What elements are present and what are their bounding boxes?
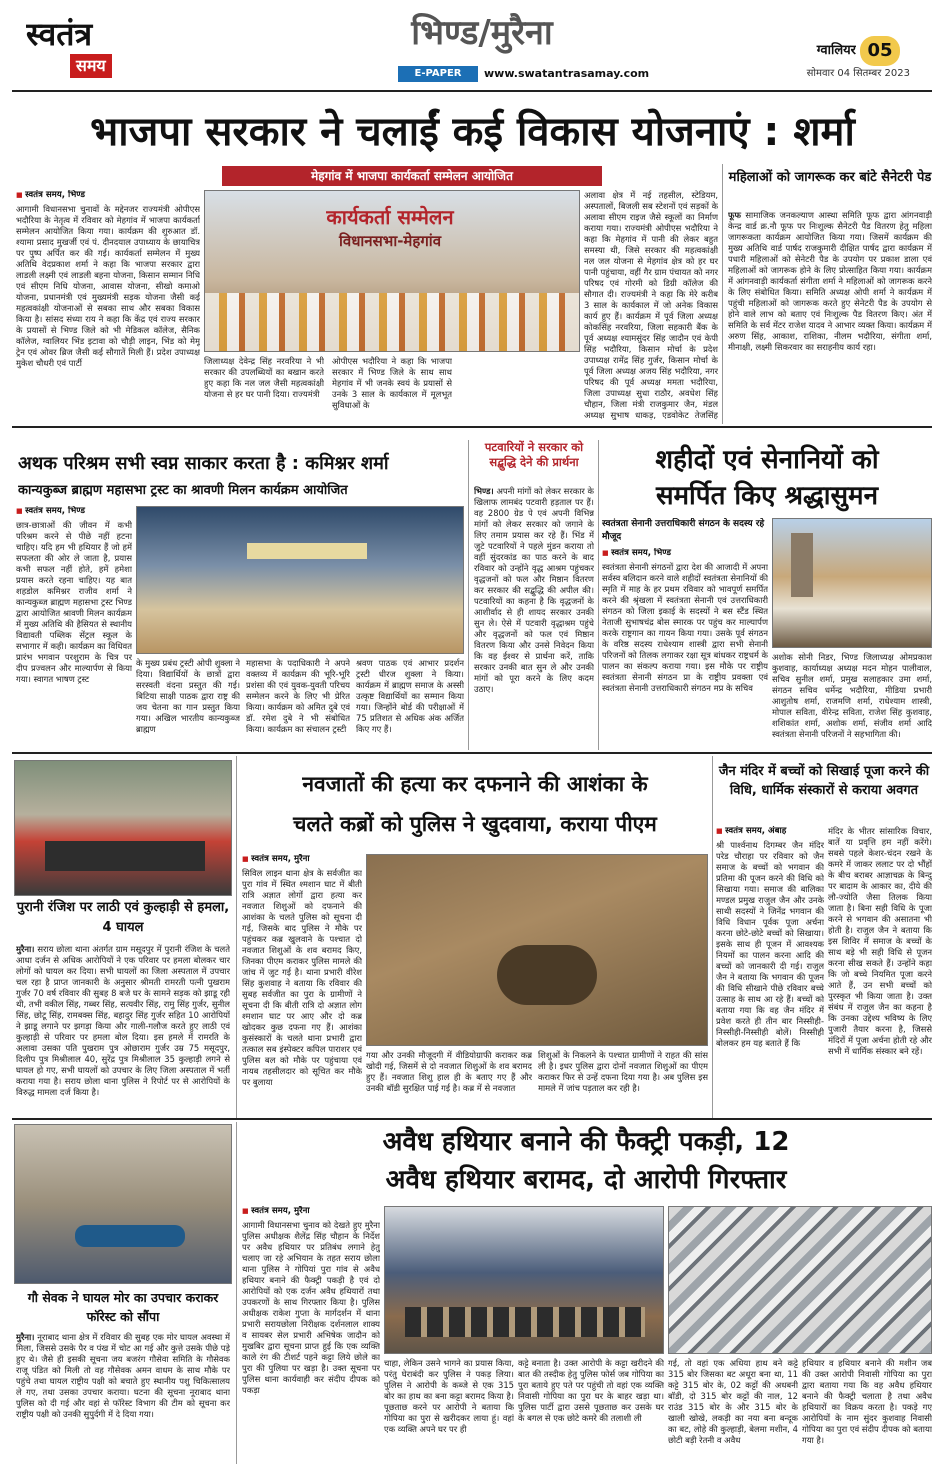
story4-headline: पटवारियों ने सरकार को सद्बुद्धि देने की प्रार्थना	[484, 440, 584, 469]
story3-photo	[136, 506, 464, 654]
logo	[26, 16, 120, 80]
story10-headline-line1: अवैध हथियार बनाने की फैक्ट्री पकड़ी, 12	[382, 1127, 790, 1157]
section-rule-1	[12, 426, 932, 428]
story2-dateline: फूफ	[728, 210, 741, 220]
edition-title: भिण्ड/मुरैना	[411, 13, 553, 53]
story6-headline: पुरानी रंजिश पर लाठी एवं कुल्हाड़ी से हमला, 4 घायल	[16, 900, 230, 935]
story2-body	[728, 210, 932, 422]
story9-headline: गौ सेवक ने घायल मोर का उपचार कराकर फॉरेस्ट को सौंपा	[27, 1290, 219, 1324]
story3-col4: श्रवण पाठक एवं आभार प्रदर्शन ट्रस्टी धीरज शुक्ला ने किया। कार्यक्रम में ब्राह्मण समाज के अस्सी उत्कृष्ट विद्यार्थियों का सम्मान किया गया। जिन्होंने बोर्ड की परीक्षाओं में 75 प्रतिशत से अधिक अंक अर्जित किए गए हैं।	[356, 658, 464, 734]
seized-weapons-table	[405, 1307, 645, 1337]
story7-headline-line2: चलते कब्रों को पुलिस ने खुदवाया, कराया पीएम	[293, 812, 657, 836]
page-number: 05	[860, 36, 900, 66]
divider-story1	[722, 164, 723, 424]
story7-headline-line1: नवजातों की हत्या कर दफनाने की आशंका के	[302, 772, 648, 796]
peacock-shape	[75, 1225, 185, 1247]
story8-col2: मंदिर के भीतर सांसारिक विचार, बातें या प्रवृत्ति हम नहीं करेंगे। सबसे पहले केशर-चंदन रखने के कमरे में जाकर ललाट पर दो भौंहों के बीच बराबर आज्ञाचक्र के बिन्दु पर बादाम के आकार का, दीये की लौ-ज्योति जैसा तिलक किया जाता है। बिना सही विधि के पूजा करने से भगवान की असातना भी होती है। राजुल जैन ने बताया कि इस शिविर में समाज के बच्चों के साथ बड़े भी सही विधि से पूजन करना सीख सकते हैं। उन्होंने कहा कि जो बच्चे नियमित पूजा करने आते हैं, उन सभी बच्चों को पुरस्कृत भी किया जाता है। उक्त संबंध में राजुल जैन का कहना है कि उनका उद्देश्य भविष्य के लिए पुजारी तैयार करना है, जिससे मंदिरों में पूजा अर्चना होती रहे और सभी में धार्मिक संस्कार बने रहें।	[828, 826, 932, 1056]
story7-photo	[366, 854, 708, 1046]
story2-text: सामाजिक जनकल्याण आस्था समिति फूफ द्वारा आंगनवाड़ी केन्द्र वार्ड क्र.नौ फूफ पर निःशुल्क सैनेटरी पैड वितरण हेतु महिला जागरूकता कार्यक्रम आयोजित किया गया। जिसमें कार्यक्रम की मुख्य अतिथि वार्ड पार्षद राजकुमारी दीक्षित पार्षद द्वारा कार्यक्रम में पधारी महिलाओं को सेनेटरी पैड के उपयोग पर प्रकाश डाला एवं महिलाओं को जागरूक होने के लिए प्रोत्साहित किया गया। कार्यक्रम में आंगनवाड़ी कार्यकर्ता संगीता शर्मा ने महिलाओं को जागरूक करने के लिए संबोधित किया। समिति अध्यक्ष ओपी शर्मा ने कार्यक्रम में पहुंची महिलाओं को जागरूक करते हुए सेनेटरी पैड के उपयोग से होने वाले लाभ को बताए एवं निःशुल्क पैड वितरण किए। अंत में समिति के सर्व मेंटर राजेश यादव ने आभार व्यक्त किया। कार्यक्रम में अरुण सिंह, आकाश, राशिका, नीलम भदौरिया, संगीता शर्मा, मीनाक्षी, लक्ष्मी सिकरवार का सराहनीय कार्य रहा।	[728, 210, 932, 352]
story1-kicker: मेहगांव में भाजपा कार्यकर्ता सम्मेलन आयोजित	[222, 166, 602, 186]
story9-body	[16, 1332, 230, 1462]
story6-photo	[14, 760, 232, 896]
story7-col1	[242, 854, 362, 1116]
story4-dateline: भिण्ड।	[474, 486, 494, 496]
logo-line1: स्वतंत्र	[26, 16, 93, 53]
story7-byline: ■ स्वतंत्र समय, मुरैना	[242, 854, 362, 865]
city-label: ग्वालियर	[816, 43, 856, 58]
story2-headline: महिलाओं को जागरूक कर बांटे सैनेटरी पेड	[728, 170, 932, 185]
story7-col3: शिशुओं के निकलने के पश्चात ग्रामीणों ने राहत की सांस ली है। इधर पुलिस द्वारा दोनों नवजात शिशुओं का पीएम कराकर फिर से उन्हें दफना दिया गया है। अब पुलिस इस मामले में जांच पड़ताल कर रही है।	[538, 1050, 708, 1093]
story4-text: अपनी मांगों को लेकर सरकार के खिलाफ लामबंद पटवारी हड़ताल पर हैं। वह 2800 ग्रेड पे एवं अपनी विभिन्न मांगों को लेकर सरकार को जगाने के लिए तमाम प्रयास कर रहे हैं। भिंड में जुटे पटवारियों ने पहले मुंडन कराया तो वहीं सुंदरकांड का पाठ करने के बाद रविवार को उन्होंने वृद्ध आश्रम पहुंचकर वृद्धजनों को फल और मिष्ठान वितरण कर सरकार की सद्बुद्धि की अपील की। पटवारियों का कहना है कि वृद्धजनों के आशीर्वाद से ही शायद सरकार उनकी सुन ले। ऐसे में पटवारी वृद्धाश्रम पहुंचे और वृद्धजनों को फल एवं मिष्ठान वितरण किया और उनसे निवेदन किया कि वह ईश्वर से प्रार्थना करें, ताकि सरकार उनकी बात सुन ले और उनकी मांगों को पूरा करने के लिए कदम उठाए।	[474, 486, 594, 694]
stage-people-row	[205, 293, 579, 351]
story3-subhead: कान्यकुब्ज ब्राह्मण महासभा ट्रस्ट का श्रावणी मिलन कार्यक्रम आयोजित	[18, 483, 348, 498]
story5-headline-line2: समर्पित किए श्रद्धासुमन	[655, 481, 879, 511]
story5-text: स्वतंत्रता सेनानी संगठनों द्वारा देश की आजादी में अपना सर्वस्व बलिदान करने वाले शहीदों स्वतंत्रता सेनानियों की स्मृति में माह के हर प्रथम रविवार को भावपूर्ण समर्पित करने की श्रृंखला में स्वतंत्रता सेनानी एवं उत्तराधिकारी संगठन को जिला इकाई के सदस्यों ने बस स्टैंड स्थित नेताजी सुभाषचंद्र बोस स्मारक पर पहुंच कर माल्यार्पण करके राष्ट्रगान का गायन किया गया। उसके पूर्व संगठन के वरिष्ठ सदस्य राधेश्याम शास्त्री द्वारा सभी सेनानी परिजनों को तिलक लगाकर रक्षा सूत्र बांधकर राष्ट्रधर्म के पालन का संकल्प कराया गया। इस मौके पर राष्ट्रीय स्वतंत्रता सेनानी संगठन प्रा के राष्ट्रीय प्रवक्ता एवं स्वतंत्रता सेनानी उत्तराधिकारी संगठन मप्र के सचिव	[602, 562, 768, 693]
story9-text: नूराबाद थाना क्षेत्र में रविवार की सुबह एक मोर घायल अवस्था में मिला, जिससे उसके पैर व पंख में चोट आ गई और कुत्ते उसके पीछे पड़े हुए थे। जैसे ही इसकी सूचना जय बजरंग गौसेवा समिति के गौसेवक राजू पंडित को मिली तो वह गौसेवक अमन वाधम के साथ मौके पर पहुंचे तथा घायल राष्ट्रीय पक्षी को बचाते हुए स्थानीय पशु चिकित्सालय ले गए, तथा उसका उपचार कराया। घटना की सूचना नूराबाद थाना पुलिस को दी गई और वहां से फॉरेस्ट विभाग की टीम को सूचना कर राष्ट्रीय पक्षी को उनकी सुपुर्दगी में दे दिया गया।	[16, 1332, 230, 1419]
story8-headline: जैन मंदिर में बच्चों को सिखाई पूजा करने की विधि, धार्मिक संस्कारों से कराया अवगत	[718, 764, 930, 798]
story10-col5: हथियार व हथियार बनाने की मशीन जब की उक्त आरोपी निवासी गोपिया का पुरा द्वारा बताया गया कि वह अवैध हथियार बनाने की फैक्ट्री चलाता है तथा अवैध हथियारों का विक्रय करता है। पकड़े गए आरोपियों के नाम सुंदर कुशवाह निवासी गोपिया का पुरा एवं संदीप दीपक को बताया गया है।	[802, 1358, 932, 1445]
section-rule-2	[12, 752, 932, 754]
story1-photo	[204, 190, 580, 352]
story1-col4: अलावा क्षेत्र में नई तहसील, स्टेडियम, अस्पतालों, बिजली सब स्टेशनों एवं सड़कों के अलावा सीएम राइज जैसे स्कूलों का निर्माण कराया गया। राज्यमंत्री ओपीएस भदौरिया ने कहा कि मेहगांव में पानी की लेकर बहुत समस्या थी, जिसे सरकार की महत्वकांक्षी नल जल योजना से मेहगांव क्षेत्र को हर घर पानी पहुंचाया, वहीं गैर ग्राम पंचायत को नगर परिषद एवं गोरमी को डिग्री कॉलेज की सौगात दी। राज्यमंत्री ने कहा कि मेरे करीब 3 साल के कार्यकाल में जो अनेक विकास कार्य हुए हैं। कार्यक्रम में पूर्व जिला अध्यक्ष कोकसिंह नरवरिया, जिला सहकारी बैंक के पूर्व अध्यक्ष श्यामसुंदर सिंह जादौन एवं केपी सिंह भदौरिया, किसान मोर्चा के प्रदेश उपाध्यक्ष रामेंद्र सिंह गुर्जर, किसान मोर्चा के पूर्व जिला अध्यक्ष अजय सिंह भदौरिया, नगर परिषद की पूर्व अध्यक्ष ममता भदौरिया, जिला उपाध्यक्ष सुधा राठौर, अवधेश सिंह चौहान, जिला मंत्री राजकुमार जैन, मंडल अध्यक्ष सुभाष धाकड़, एडवोकेट तेजसिंह	[584, 190, 718, 420]
story10-col1-text: आगामी विधानसभा चुनाव को देखते हुए मुरैना पुलिस अधीक्षक शैलेंद्र सिंह चौहान के निर्देश पर अवैध हथियार पर प्रतिबंध लगाने हेतु चलाए जा रहे अभियान के तहत सराय छोला थाना पुलिस ने गोपियां पुरा गांव से अवैध हथियार बनाने की फैक्ट्री पकड़ी है एवं दो आरोपियों को एक दर्जन अवैध हथियारों तथा उपकरणों के साथ गिरफ्तार किया है। पुलिस अधीक्षक राकेश गुप्ता के मार्गदर्शन में थाना प्रभारी सरायछोला निरीक्षक दर्शनलाल शाक्य व सायबर सेल प्रभारी अभिषेक जादौन को मुखबिर द्वारा सूचना प्राप्त हुई कि एक व्यक्ति काले रंग की टीशर्ट पहने कट्टा लिये छोले का पुरा की पुलिया पर खड़ा है। उक्त सूचना पर पुलिस थाना कार्यवाही कर संदीप दीपक को पकड़ा	[242, 1220, 380, 1395]
story10-byline: ■ स्वतंत्र समय, मुरैना	[242, 1206, 380, 1217]
story7-col1-text: सिविल लाइन थाना क्षेत्र के सर्वजीत का पुरा गांव में स्थित श्मशान घाट में बीती रात्रि अज्ञात लोगों द्वारा हत्या कर नवजात शिशुओं को दफनाने की आशंका के चलते पुलिस को सूचना दी गई, जिसके बाद पुलिस ने मौके पर पहुंचकर कब्र खुलवाने के पश्चात दो नवजात शिशुओं के शव बरामद किए, जिनका पीएम कराकर पुलिस मामले की जांच में जुट गई है। थाना प्रभारी वीरेश सिंह कुशवाह ने बताया कि रविवार की सुबह सर्वजीत का पुरा के ग्रामीणों ने सूचना दी कि बीती रात्रि दो अज्ञात लोग श्मशान घाट पर आए और दो कब्र खोदकर कुछ दफना गए हैं। आशंका कुसंस्कारों के चलते थाना प्रभारी द्वारा तत्काल सब इंस्पेक्टर कपिल पाराशर एवं पुलिस बल को मौके पर पहुंचाया एवं नायब तहसीलदार को सूचित कर मौके पर बुलाया	[242, 868, 362, 1087]
story8-col1	[716, 826, 824, 1116]
logo-line2: समय	[70, 54, 112, 78]
story6-body	[16, 944, 230, 1114]
story1-col2: जिलाध्यक्ष देवेन्द्र सिंह नरवरिया ने भी सरकार की उपलब्धियों का बखान करते हुए कहा कि नल जल जैसी महत्वकांक्षी योजना से हर घर पानी दिया। राज्यमंत्री	[204, 356, 324, 399]
divider-story3	[468, 440, 469, 750]
story6-text: सराय छोला थाना अंतर्गत ग्राम मसूदपुर में पुरानी रंजिश के चलते आधा दर्जन से अधिक आरोपियों ने एक परिवार पर हमला बोलकर चार लोगों को घायल कर दिया। सभी घायलों का जिला अस्पताल में उपचार चल रहा है प्राप्त जानकारी के अनुसार श्रीमती रामरती पत्नी पुखराम गुर्जर 70 वर्ष रविवार की सुबह 8 बजे घर के सामने सड़क को झाडू रही थी, तभी वकील सिंह, गब्बर सिंह, सत्यवीर सिंह, रामु सिंह गुर्जर, सुनील सिंह, छोटू सिंह, रामबक्स सिंह, बहादुर सिंह गुर्जर सहित 10 आरोपियों ने झाडू लगाने पर झगड़ा किया और गाली-गलौज करते हुए लाठी एवं कुल्हाड़ी से परिवार पर हमला बोल दिया। इस हमले में रामरति के अलावा उसका पति पुखराम पुत्र ओछाराम गुर्जर उम्र 75 मसूदपुर, दिलीप पुत्र मिश्रीलाल 40, सुरेंद्र पुत्र मिश्रीलाल 35 कुल्हाड़ी लगने से घायल हो गए, सभी घायलों को उपचार के लिए जिला अस्पताल में भर्ती कराया गया है। सराय छोला थाना पुलिस ने रिपोर्ट पर से आरोपियों के विरुद्ध मामला दर्ज किया है।	[16, 944, 230, 1097]
section-rule-3	[12, 1118, 932, 1120]
story1-byline: ■ स्वतंत्र समय, भिण्ड	[16, 190, 200, 201]
hospital-bed	[45, 841, 205, 871]
story3-col1	[16, 506, 132, 746]
website-link[interactable]: www.swatantrasamay.com	[484, 67, 650, 80]
story5-photo	[772, 518, 932, 648]
story9-dateline: मुरैना।	[16, 1332, 35, 1342]
masthead-rule	[12, 90, 932, 92]
story10-col4: गई, तो वहां एक अधिया हाथ बने कट्टे 315 बोर जिसका बट अधूरा बना था, 11 कट्टे 315 बोर के, 02 कट्टों की अधबनी बॉडी, दो 315 बोर कट्टों की नाल, 12 राउंड 315 बोर के और 315 बोर के खाली खोखे, लकड़ी का नया बना बन्दूक का बट, लोहे की कुल्हाड़ी, बेलमा मशीन, 4 छोटी बड़ी रेतनी व अवैध	[668, 1358, 798, 1445]
story8-byline: ■ स्वतंत्र समय, अंबाह	[716, 826, 824, 837]
story1-col3: ओपीएस भदौरिया ने कहा कि भाजपा सरकार में भिण्ड जिले के साथ साथ मेहगांव में भी जनके स्वयं के प्रयासों से उनके 3 साल के कार्यकाल में मूलभूत सुविधाओं के	[332, 356, 452, 410]
story3-byline: ■ स्वतंत्र समय, भिण्ड	[16, 506, 132, 517]
story5-kicker: स्वतंत्रता सेनानी उत्तराधिकारी संगठन के सदस्य रहे मौजूद	[602, 519, 765, 542]
statue-shape	[791, 533, 813, 597]
story7-col2: गया और उनकी मौजूदगी में वीडियोग्राफी कराकर कब्र खोदी गई, जिसमें से दो नवजात शिशुओं के शव बरामद हुए हैं। नवजात शिशु हाल ही के बताए गए हैं और उनकी बॉडी सुरक्षित पाई गई है। कब्र में से नवजात	[366, 1050, 532, 1093]
story10-col2: चाहा, लेकिन उसने भागने का प्रयास किया, परंतु घेराबंदी कर पुलिस ने पकड़ लिया। पुलिस ने आरोपी के कब्जे से एक 315 बोर का हाथ का बना कट्टा बरामद किया है। पूछताछ करने पर आरोपी ने बताया कि गोपिया का पुरा से खरीदकर लाया हूं। वहां एक व्यक्ति अपने घर पर ही	[384, 1358, 514, 1434]
story3-col1-text: छात्र-छात्राओं की जीवन में कभी परिश्रम करने से पीछे नहीं हटना चाहिए। यदि हम भी हथियार हैं जो हमें सफलता की ओर ले जाता है, प्रयास कभी सफल नहीं होते, हमें हमेशा प्रयास करते रहना चाहिए। यह बात शहडोल कमिश्नर राजीव शर्मा ने कान्यकुब्ज ब्राह्मण महासभा ट्रस्ट भिण्ड द्वारा आयोजित श्रावणी मिलन कार्यक्रम में मुख्य अतिथि की हैसियत से स्थानीय विद्यावती पब्लिक सेंट्रल स्कूल के सभागार में कही। कार्यक्रम का विधिवत प्रारंभ भगवान परशुराम के चित्र पर दीप प्रज्वलन और माल्यार्पण से किया गया। स्वागत भाषण ट्रस्ट	[16, 520, 132, 684]
story10-photo-weapons	[668, 1206, 932, 1354]
epaper-label: E-PAPER	[398, 66, 478, 82]
story1-headline: भाजपा सरकार ने चलाईं कई विकास योजनाएं : शर्मा	[90, 109, 855, 155]
story9-photo	[14, 1124, 232, 1284]
story8-col1-text: श्री पार्श्वनाथ दिगम्बर जैन मंदिर परेड चौराहा पर रविवार को जैन समाज के बच्चों को भगवान की प्रतिमा की पूजन करने की विधि को सिखाया गया। समाज की बालिका मण्डल प्रमुख राजुल जैन और उनके साथी सदस्यों ने जिनेंद्र भगवान की विधि विधान पूर्वक पूजा अर्चना करना छोटे-छोटे बच्चों को सिखाया। इसके साथ ही पूजन में आवश्यक नियमों का पालन करना आदि की बच्चों को जानकारी दी गई। राजुल जैन ने बताया कि भगवान की पूजन की विधि सीखाने पीछे रविवार बच्चे उत्साह के साथ आ रहे हैं। बच्चों को बताया गया कि वह जैन मंदिर में प्रवेश करते ही तीन बार निस्सीही-निस्सीही-निस्सीही बोलें। निस्सीही बोलकर हम यह बताते हैं कि	[716, 840, 824, 1048]
story10-photo-arrest	[384, 1206, 664, 1354]
story6-dateline: मुरैना।	[16, 944, 35, 954]
story10-col1	[242, 1206, 380, 1462]
issue-date: सोमवार 04 सितम्बर 2023	[806, 68, 910, 79]
story3-headline: अथक परिश्रम सभी स्वप्न साकार करता है : कमिश्नर शर्मा	[18, 453, 389, 474]
story5-headline-line1: शहीदों एवं सेनानियों को	[655, 445, 879, 475]
story5-body	[602, 548, 768, 748]
story1-col1	[16, 190, 200, 420]
story5-byline: ■ स्वतंत्र समय, भिण्ड	[602, 548, 768, 559]
divider-story7	[712, 756, 713, 1120]
story3-col3: महासभा के पदाधिकारी ने अपने वक्तव्य में कार्यक्रम की भूरि-भूरि प्रशंसा की एवं युवक-युवती परिचय सम्मेलन करने के लिए भी प्रेरित किया। कार्यक्रम को अमित दुबे एवं डॉ. रमेश दुबे ने भी संबोधित किया। कार्यक्रम का संचालन ट्रस्टी	[246, 658, 350, 734]
story3-col2: के मुख्य प्रबंध ट्रस्टी ओपी शुक्ला ने दिया। विद्यार्थियों के छात्रों द्वारा सरस्वती वंदना प्रस्तुत की गई। बिटिया साक्षी पाठक द्वारा राष्ट्र की जय चेतना का गान प्रस्तुत किया गया। अखिल भारतीय कान्यकुब्ज ब्राह्मण	[136, 658, 240, 734]
story10-headline-line2: अवैध हथियार बरामद, दो आरोपी गिरफ्तार	[385, 1165, 787, 1195]
divider-story6	[236, 756, 237, 1120]
story10-col3: कट्टे बनाता है। उक्त आरोपी के कट्टा खरीदने की बात की तस्दीक हेतु पुलिस फोर्स जब गोपिया का पुरा बताये हुए पते पर पहुंची तो वहां एक व्यक्ति निवासी गोपिया का पुरा घर के बाहर खड़ा था। पुलिस पार्टी द्वारा उससे पूछताछ कर उसके घर के बगल से एक छोटे कमरे की तलाशी ली	[518, 1358, 664, 1423]
story1-col1-text: आगामी विधानसभा चुनावों के मद्देनजर राज्यमंत्री ओपीएस भदौरिया के नेतृत्व में रविवार को मेहगांव में भाजपा कार्यकर्ता सम्मेलन आयोजित किया गया। कार्यक्रम की शुरुआत डॉ. श्यामा प्रसाद मुखर्जी एवं पं. दीनदयाल उपाध्याय के छायाचित्र पर पुष्प अर्पित कर की गई। कार्यकर्ता सम्मेलन में मुख्य अतिथि वेदप्रकाश शर्मा ने कहा कि भाजपा सरकार द्वारा लाडली लक्ष्मी एवं लाडली बहना योजना, किसान सम्मान निधि एवं सीएम निधि योजना, आवास योजना, सीखो कमाओ योजना, प्रधानमंत्री एवं मुख्यमंत्री सड़क योजना जैसी कई महत्वकांक्षी योजनाओं से सबका साथ और सबका विकास किया है। सांसद संध्या राय ने कहा कि केंद्र एवं राज्य सरकार के प्रयासों से भिण्ड जिले को भी मेडिकल कॉलेज, सैनिक कॉलेज, ग्वालियर भिंड इटावा को चौड़ी लाइन, भिंड को मेमू ट्रेन एवं ओवर ब्रिज जैसी कई सौगातें मिली हैं। प्रदेश उपाध्यक्ष मुकेश चौधरी एवं पार्टी	[16, 204, 200, 368]
divider-story4	[598, 440, 599, 750]
photo-banner-subtitle: विधानसभा-मेहगांव	[338, 232, 442, 250]
story4-body	[474, 486, 594, 748]
podium-banner	[247, 543, 367, 559]
photo-banner-title: कार्यकर्ता सम्मेलन	[326, 205, 454, 229]
story5-body2: अशोक सोनी निडर, भिण्ड जिलाध्यक्ष ओमप्रकाश कुशवाह, कार्याध्यक्ष अध्यक्ष मदन मोहन पालीवाल, सचिव सुनील शर्मा, प्रमुख सलाहकार उमा शर्मा, संगठन सचिव धर्मेन्द्र भदौरिया, मीडिया प्रभारी आशुतोष शर्मा, राजमणि शर्मा, राधेश्याम शास्त्री, मोपाल सविता, वीरेन्द्र सविता, राजेश सिंह कुशवाह, शशिकांत शर्मा, अशोक शर्मा, संजीव शर्मा आदि स्वतंत्रता सेनानी परिजनों ने सहभागिता की।	[772, 652, 932, 739]
grave-pit	[497, 945, 597, 1005]
masthead	[0, 0, 945, 92]
divider-story9	[236, 1122, 237, 1464]
